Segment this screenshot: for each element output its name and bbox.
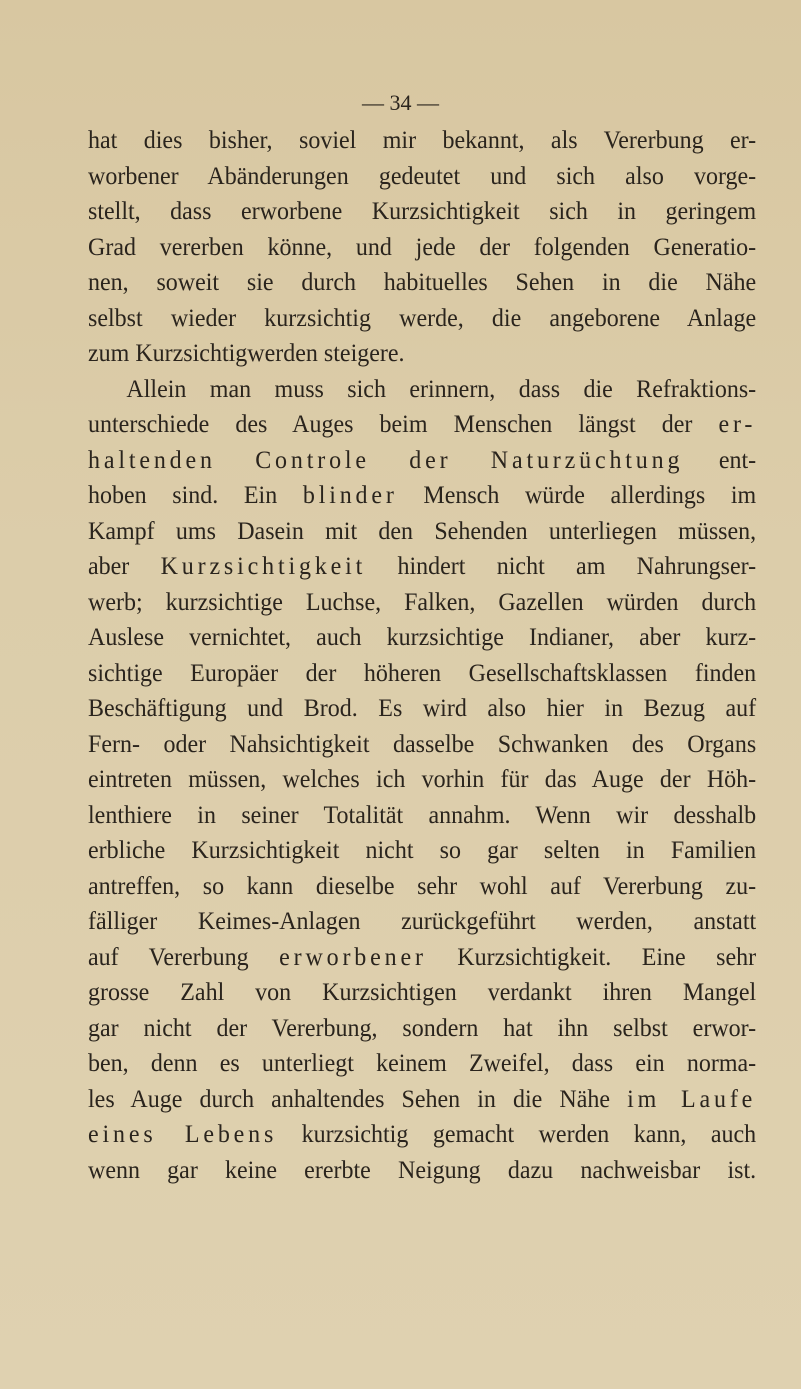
- text-line: [88, 372, 756, 408]
- text-line: [88, 1153, 756, 1189]
- page-number-text: — 34 —: [362, 90, 439, 115]
- text-line: [88, 443, 756, 479]
- text-line: [88, 265, 756, 301]
- text-segment: ent-: [683, 446, 757, 474]
- text-segment: selbst wieder kurzsichtig werde, die angeborene Anlage: [88, 304, 757, 332]
- spaced-emphasis-text: eines Lebens: [88, 1121, 278, 1148]
- text-line: [88, 727, 756, 763]
- text-segment: hat dies bisher, soviel mir bekannt, als Vererbung er-: [88, 127, 757, 154]
- text-line: [88, 656, 756, 692]
- text-segment: Allein man muss sich erinnern, dass die Refraktions-: [126, 375, 757, 403]
- text-line: [88, 1011, 756, 1047]
- text-segment: stellt, dass erworbene Kurzsichtigkeit sich in geringem: [88, 198, 757, 225]
- text-segment: nen, soweit sie durch habituelles Sehen in die Nähe: [88, 269, 757, 296]
- text-line: [88, 1046, 756, 1082]
- text-segment: hoben sind. Ein: [88, 482, 303, 509]
- text-segment: aber: [88, 553, 161, 580]
- text-segment: worbener Abänderungen gedeutet und sich also vorge-: [88, 162, 757, 190]
- text-segment: Kampf ums Dasein mit den Sehenden unterliegen müssen,: [88, 517, 757, 545]
- spaced-emphasis-text: er-: [718, 411, 757, 438]
- text-segment: sichtige Europäer der höheren Gesellschaftsklassen finden: [88, 659, 757, 687]
- text-segment: erbliche Kurzsichtigkeit nicht so gar selten in Familien: [88, 837, 757, 864]
- text-segment: grosse Zahl von Kurzsichtigen verdankt ihren Mangel: [88, 979, 757, 1006]
- text-line: [88, 833, 756, 869]
- text-segment: hindert nicht am Nahrungser-: [366, 553, 757, 580]
- text-line: [88, 1117, 756, 1153]
- text-segment: unterschiede des Auges beim Menschen längst der: [88, 411, 719, 438]
- text-segment: Mensch würde allerdings im: [397, 482, 757, 509]
- text-segment: les Auge durch anhaltendes Sehen in die Nähe: [88, 1085, 628, 1113]
- text-segment: antreffen, so kann dieselbe sehr wohl auf Vererbung zu-: [88, 872, 757, 900]
- text-segment: eintreten müssen, welches ich vorhin für das Auge der Höh-: [88, 766, 757, 793]
- spaced-emphasis-text: erworbener: [279, 943, 427, 971]
- text-line: [88, 194, 756, 230]
- spaced-emphasis-text: blinder: [302, 482, 398, 509]
- text-segment: Fern- oder Nahsichtigkeit dasselbe Schwanken des Organs: [88, 730, 757, 758]
- text-segment: kurzsichtig gemacht werden kann, auch: [277, 1121, 757, 1148]
- text-segment: Grad vererben könne, und jede der folgenden Generatio-: [88, 233, 757, 261]
- text-segment: werb; kurzsichtige Luchse, Falken, Gazellen würden durch: [88, 588, 757, 616]
- text-segment: wenn gar keine ererbte Neigung dazu nachweisbar ist.: [88, 1156, 757, 1184]
- spaced-emphasis-text: haltenden Controle der Naturzüchtung: [88, 446, 684, 474]
- text-segment: Auslese vernichtet, auch kurzsichtige Indianer, aber kurz-: [88, 624, 757, 651]
- text-segment: lenthiere in seiner Totalität annahm. Wenn wir desshalb: [88, 801, 757, 829]
- text-segment: zum Kurzsichtigwerden steigere.: [88, 340, 405, 367]
- spaced-emphasis-text: Kurzsichtigkeit: [160, 553, 367, 580]
- text-line: [88, 514, 756, 550]
- page-number: [0, 90, 801, 116]
- text-line: [88, 620, 756, 656]
- text-segment: Kurzsichtigkeit. Eine sehr: [426, 943, 757, 971]
- text-line: [88, 407, 756, 443]
- text-line: [88, 549, 756, 585]
- text-line: [88, 301, 756, 337]
- text-line: [88, 904, 756, 940]
- body-text: [88, 123, 756, 1188]
- text-line: [88, 478, 756, 514]
- text-line: [88, 798, 756, 834]
- text-segment: auf Vererbung: [88, 943, 280, 971]
- text-line: [88, 230, 756, 266]
- text-segment: gar nicht der Vererbung, sondern hat ihn selbst erwor-: [88, 1014, 757, 1042]
- text-segment: Beschäftigung und Brod. Es wird also hier in Bezug auf: [88, 695, 757, 722]
- text-line: [88, 691, 756, 727]
- text-line: [88, 336, 756, 372]
- text-line: [88, 975, 756, 1011]
- text-line: [88, 585, 756, 621]
- text-segment: fälliger Keimes-Anlagen zurückgeführt werden, anstatt: [88, 908, 757, 935]
- text-line: [88, 159, 756, 195]
- text-segment: ben, denn es unterliegt keinem Zweifel, dass ein norma-: [88, 1050, 757, 1077]
- text-line: [88, 940, 756, 976]
- text-line: [88, 123, 756, 159]
- text-line: [88, 869, 756, 905]
- text-line: [88, 1082, 756, 1118]
- text-line: [88, 762, 756, 798]
- spaced-emphasis-text: im Laufe: [627, 1085, 757, 1113]
